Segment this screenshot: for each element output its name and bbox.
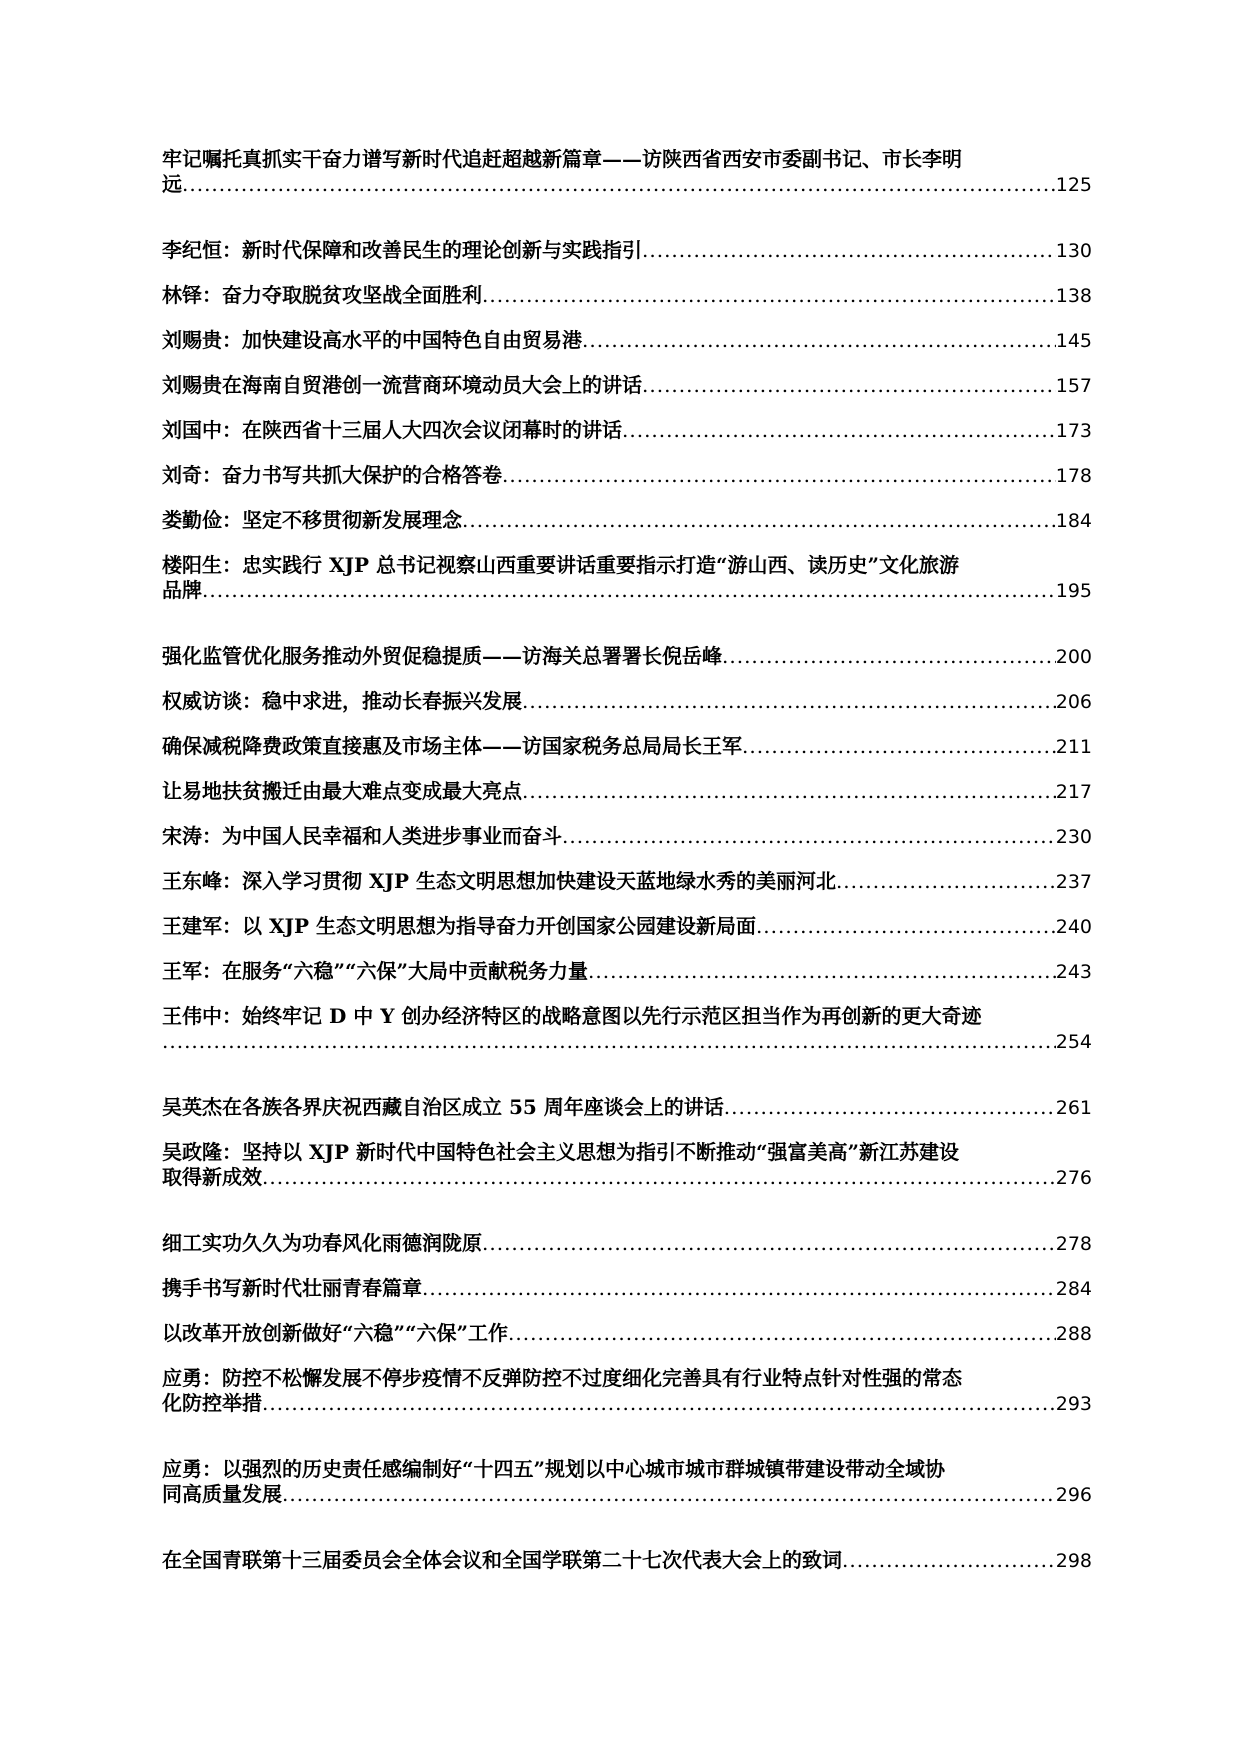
toc-entry[interactable]: [162, 1548, 1092, 1573]
dot-leader: [582, 328, 1056, 353]
dot-leader: [836, 869, 1056, 894]
toc-page-number: 138: [1055, 285, 1092, 307]
toc-page-number: 298: [1055, 1550, 1092, 1572]
toc-entry-title: 远: [162, 172, 182, 196]
toc-page-number: 217: [1055, 781, 1092, 803]
toc-page-number: 130: [1055, 240, 1092, 262]
toc-entry-title: 刘赐贵：加快建设高水平的中国特色自由贸易港: [162, 328, 582, 352]
toc-entry-title: 携手书写新时代壮丽青春篇章: [162, 1276, 422, 1300]
toc-entry-title: 细工实功久久为功春风化雨德润陇原: [162, 1231, 482, 1255]
toc-entry-title: 确保减税降费政策直接惠及市场主体——访国家税务总局局长王军: [162, 734, 742, 758]
toc-entry[interactable]: [162, 373, 1092, 398]
toc-page-number: 296: [1055, 1484, 1092, 1506]
toc-entry-title: 王建军：以 XJP 生态文明思想为指导奋力开创国家公园建设新局面: [162, 914, 756, 938]
dot-leader: [162, 1029, 1056, 1054]
dot-leader: [482, 283, 1056, 308]
toc-entry-title: 刘赐贵在海南自贸港创一流营商环境动员大会上的讲话: [162, 373, 642, 397]
toc-page-number: 240: [1055, 916, 1092, 938]
toc-entry-title: 在全国青联第十三届委员会全体会议和全国学联第二十七次代表大会上的致词: [162, 1548, 842, 1572]
toc-entry-title: 楼阳生：忠实践行 XJP 总书记视察山西重要讲话重要指示打造“游山西、读历史”文化旅游: [162, 553, 959, 577]
toc-page-number: 211: [1055, 736, 1092, 758]
toc-page-number: 254: [1055, 1031, 1092, 1053]
dot-leader: [522, 689, 1056, 714]
toc-entry[interactable]: [162, 1095, 1092, 1120]
toc-entry[interactable]: [162, 147, 1092, 197]
toc-page-number: 145: [1055, 330, 1092, 352]
dot-leader: [502, 463, 1056, 488]
dot-leader: [182, 172, 1056, 197]
toc-entry-title: 刘奇：奋力书写共抓大保护的合格答卷: [162, 463, 502, 487]
dot-leader: [422, 1276, 1056, 1301]
toc-entry[interactable]: [162, 283, 1092, 308]
toc-entry-title: 娄勤俭：坚定不移贯彻新发展理念: [162, 508, 462, 532]
toc-entry-title: 化防控举措: [162, 1391, 262, 1415]
toc-page-number: 230: [1055, 826, 1092, 848]
dot-leader: [722, 644, 1056, 669]
toc-entry-title: 吴英杰在各族各界庆祝西藏自治区成立 55 周年座谈会上的讲话: [162, 1095, 724, 1119]
toc-page-number: 293: [1055, 1393, 1092, 1415]
toc-page-number: 125: [1055, 174, 1092, 196]
dot-leader: [262, 1391, 1056, 1416]
toc-page-number: 173: [1055, 420, 1092, 442]
toc-page-number: 278: [1055, 1233, 1092, 1255]
toc-page-number: 206: [1055, 691, 1092, 713]
toc-entry-title: 让易地扶贫搬迁由最大难点变成最大亮点: [162, 779, 522, 803]
toc-entry[interactable]: [162, 463, 1092, 488]
toc-entry[interactable]: [162, 734, 1092, 759]
toc-page-number: 284: [1055, 1278, 1092, 1300]
toc-entry-title: 强化监管优化服务推动外贸促稳提质——访海关总署署长倪岳峰: [162, 644, 722, 668]
toc-entry-title: 同高质量发展: [162, 1482, 282, 1506]
toc-entry[interactable]: [162, 1276, 1092, 1301]
toc-entry-title: 以改革开放创新做好“六稳”“六保”工作: [162, 1321, 509, 1345]
toc-page-number: 288: [1055, 1323, 1092, 1345]
toc-entry[interactable]: [162, 328, 1092, 353]
toc-entry-title: 林铎：奋力夺取脱贫攻坚战全面胜利: [162, 283, 482, 307]
toc-entry[interactable]: [162, 779, 1092, 804]
toc-entry[interactable]: [162, 644, 1092, 669]
toc-entry-title: 取得新成效: [162, 1165, 262, 1189]
toc-entry-title: 权威访谈：稳中求进，推动长春振兴发展: [162, 689, 522, 713]
dot-leader: [742, 734, 1056, 759]
toc-page-number: 184: [1055, 510, 1092, 532]
toc-entry[interactable]: [162, 914, 1092, 939]
dot-leader: [724, 1095, 1056, 1120]
toc-page-number: 237: [1055, 871, 1092, 893]
dot-leader: [262, 1165, 1056, 1190]
toc-entry[interactable]: [162, 1457, 1092, 1507]
toc-entry[interactable]: [162, 508, 1092, 533]
toc-entry[interactable]: [162, 869, 1092, 894]
dot-leader: [282, 1482, 1056, 1507]
toc-entry[interactable]: [162, 959, 1092, 984]
dot-leader: [202, 578, 1056, 603]
toc-entry[interactable]: [162, 418, 1092, 443]
toc-entry-title: 王伟中：始终牢记 D 中 Y 创办经济特区的战略意图以先行示范区担当作为再创新的更大奇迹: [162, 1004, 982, 1028]
toc-entry-title: 吴政隆：坚持以 XJP 新时代中国特色社会主义思想为指引不断推动“强富美高”新江苏建设: [162, 1140, 959, 1164]
toc-entry-title: 王东峰：深入学习贯彻 XJP 生态文明思想加快建设天蓝地绿水秀的美丽河北: [162, 869, 836, 893]
dot-leader: [462, 508, 1056, 533]
toc-page-number: 200: [1055, 646, 1092, 668]
toc-page-number: 261: [1055, 1097, 1092, 1119]
toc-entry-title: 牢记嘱托真抓实干奋力谱写新时代追赶超越新篇章——访陕西省西安市委副书记、市长李明: [162, 147, 962, 171]
toc-entry[interactable]: [162, 238, 1092, 263]
toc-entry-title: 宋涛：为中国人民幸福和人类进步事业而奋斗: [162, 824, 562, 848]
toc-entry-title: 品牌: [162, 578, 202, 602]
toc-page-number: 195: [1055, 580, 1092, 602]
toc-entry-title: 李纪恒：新时代保障和改善民生的理论创新与实践指引: [162, 238, 642, 262]
toc-entry[interactable]: [162, 553, 1092, 603]
toc-entry-title: 王军：在服务“六稳”“六保”大局中贡献税务力量: [162, 959, 589, 983]
dot-leader: [508, 1321, 1056, 1346]
toc-entry[interactable]: [162, 1140, 1092, 1190]
dot-leader: [642, 373, 1056, 398]
toc-entry[interactable]: [162, 1231, 1092, 1256]
toc-entry-title: 应勇：防控不松懈发展不停步疫情不反弹防控不过度细化完善具有行业特点针对性强的常态: [162, 1366, 962, 1390]
toc-entry[interactable]: [162, 824, 1092, 849]
toc-entry-title: 刘国中：在陕西省十三届人大四次会议闭幕时的讲话: [162, 418, 622, 442]
toc-entry[interactable]: [162, 1366, 1092, 1416]
dot-leader: [588, 959, 1056, 984]
dot-leader: [522, 779, 1056, 804]
dot-leader: [482, 1231, 1056, 1256]
toc-entry[interactable]: [162, 1321, 1092, 1346]
toc-page-number: 276: [1055, 1167, 1092, 1189]
dot-leader: [756, 914, 1056, 939]
toc-entry[interactable]: [162, 689, 1092, 714]
toc-page-number: 178: [1055, 465, 1092, 487]
dot-leader: [842, 1548, 1056, 1573]
toc-entry-title: 应勇：以强烈的历史责任感编制好“十四五”规划以中心城市城市群城镇带建设带动全域协: [162, 1457, 946, 1481]
dot-leader: [622, 418, 1056, 443]
dot-leader: [562, 824, 1056, 849]
toc-page-number: 157: [1055, 375, 1092, 397]
toc-page-number: 243: [1055, 961, 1092, 983]
dot-leader: [642, 238, 1056, 263]
toc-entry[interactable]: [162, 1004, 1092, 1054]
